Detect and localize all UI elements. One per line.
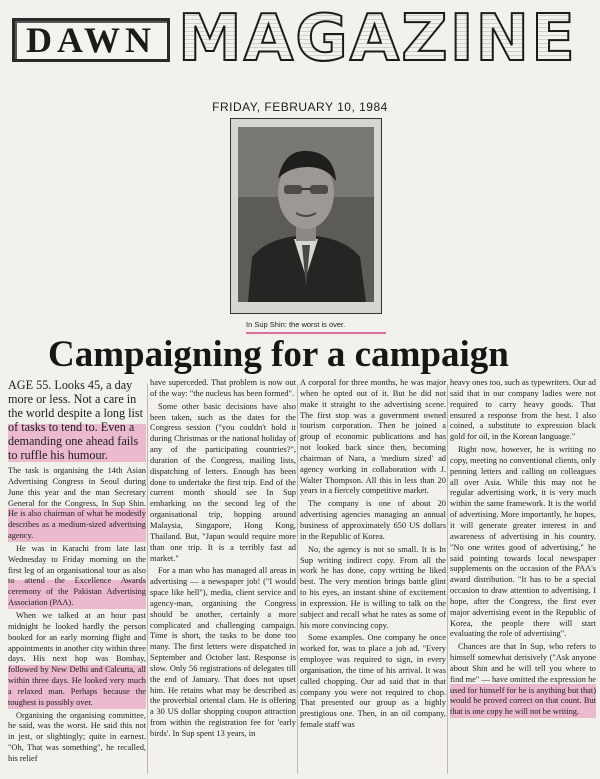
article-column-1 (8, 378, 146, 774)
article-paragraph: heavy ones too, such as typewriters. Our ad said that in our company ladies were not required to carry heavy goods. That ensured a response from the best. I also coined, a substitute to expression black gold for oil, in the Korean language." (450, 378, 596, 442)
article-paragraph: Some other basic decisions have also been taken, such as the dates for the Congress session ("you couldn't hold it during Christmas or the national holiday of any of the participating countries?", duration of the Congress, mailing lists, dispatching of letters. Enough has been done to undertake the first trip. End of the current month should see In Sup embarking on the second leg of the organisational trip, hopping around Malaysia, Singapore, Hong Kong, Thailand. But, "Japan would require more than one trip. It is a terribly fast ad market." (150, 401, 296, 563)
article-paragraph: The company is one of about 20 advertising agencies managing an annual business of approximately 650 US dollars in the Republic of Korea. (300, 499, 446, 541)
masthead-dawn: DAWN (12, 18, 170, 62)
article-paragraph: Chances are that In Sup, who refers to himself somewhat derisively ("Ask anyone about Shin and he will tell you where to find me" — have omitted the expression he used for himself for he is anything but that) would be proved correct on that count. But that is one copy he will not be writing. (450, 642, 596, 717)
article-paragraph: Some examples. One company he once worked for, was to place a job ad. "Every employee was required to sign, in every organisation, the time of his arrival. It was called chopping. Our ad said that in that company you were not required to chop. That presented our group as a highly prestigious one. Then, in an oil company, female staff was (300, 633, 446, 730)
article-lede: AGE 55. Looks 45, a day more or less. Not a care in the world despite a long list of tasks to tend to. Even a demanding one ahead fails to ruffle his humour. (8, 378, 146, 462)
dateline: FRIDAY, FEBRUARY 10, 1984 (212, 100, 388, 114)
article-column-3 (300, 378, 446, 774)
article-paragraph: For a man who has managed all areas in advertising — a newspaper job! ("I would space like hell"), media, client service and agency-man, organising the Congress should be another, certainly a more complicated and challenging campaign. Time is short, the tasks to be done too many. The first letters were dispatched in September and October last. Response is slow. Only 56 registrations of delegates till the end of January. That does not upset him. He retains what may be described as the proverbial oriental clam. He is offering a 30 US dollar shopping coupon attraction from within the registration fee for 'early birds'. In Sup spent 13 years, in (150, 566, 296, 738)
masthead-magazine: MAGAZINE (178, 8, 590, 70)
column-rule (147, 384, 148, 774)
article-paragraph: No, the agency is not so small. It is In Sup writing indirect copy. From all the work he has done, copy writing he liked best. The very mention brings battle glint to his eyes, an instant shine of excitement in expression. He is willing to talk on the subject and recall what he rates as some of his more convincing copy. (300, 544, 446, 630)
portrait-photo (238, 127, 374, 302)
portrait-photo-frame (230, 118, 382, 314)
article-paragraph: The task is organising the 14th Asian Advertising Congress in Seoul during June this year and the man Secretary General for the Congress, In Sup Shin. He is also chairman of what he modestly describes as a medium-sized advertising agency. (8, 466, 146, 541)
article-paragraph: A corporal for three months, he was major when he opted out of it. But he did not make it straight to the advertising scene. The first stop was a government owned tourism corporation. Then he joined a group of economic publications and has not looked back since then, becoming chairman of Nara, a 'medium sized' ad agency working in collaboration with J. Walter Thompson. All this in less than 20 years in a fiercely competitive market. (300, 378, 446, 496)
column-rule (297, 384, 298, 774)
column-rule (447, 384, 448, 774)
headline: Campaigning for a campaign (48, 334, 509, 375)
article-column-2 (150, 378, 296, 774)
article-paragraph: He was in Karachi from late last Wednesday to Friday morning on the first leg of an organisational tour as also to attend the Excellence Awards ceremony of the Pakistan Advertising Association (PAA). (8, 543, 146, 608)
article-paragraph: Right now, however, he is writing no copy, meeting no conventional clients, only penning letters and calling on colleagues all over Asia. While this may not be regular advertising work, it is very much within the same framework. It is the world of advertising. More importantly, he hopes, it will generate greater interest in and awareness of advertising in his country. "No one writes good of advertising," he said pointing towards local newspaper supplements on the occasion of the PAA's award distribution. "It has to be a special occasion to draw attention to advertising. I hope, after the Congress, the first ever major advertising event in the Republic of Korea, the people there will start evaluating the role of advertising". (450, 445, 596, 639)
article-paragraph: When we talked at an hour past midnight he looked hardly the person booked for an early morning flight and appointments in another city within three days. His next hop was Bombay, followed by New Delhi and Calcutta, all within three days. He looked very much a relaxed man. Perhaps because the toughest is possibly over. (8, 610, 146, 707)
article-column-4 (450, 378, 596, 774)
portrait-illustration (238, 127, 374, 302)
photo-caption: In Sup Shin: the worst is over. (246, 320, 386, 334)
article-paragraph: have superceded. That problem is now out of the way: "the nucleus has been formed". (150, 378, 296, 398)
article-paragraph: Organising the organising committee, he said, was the worst. He said this not in jest, or slightingly; quite in earnest. "Oh, That was something", he recalled, his relief (8, 710, 146, 763)
